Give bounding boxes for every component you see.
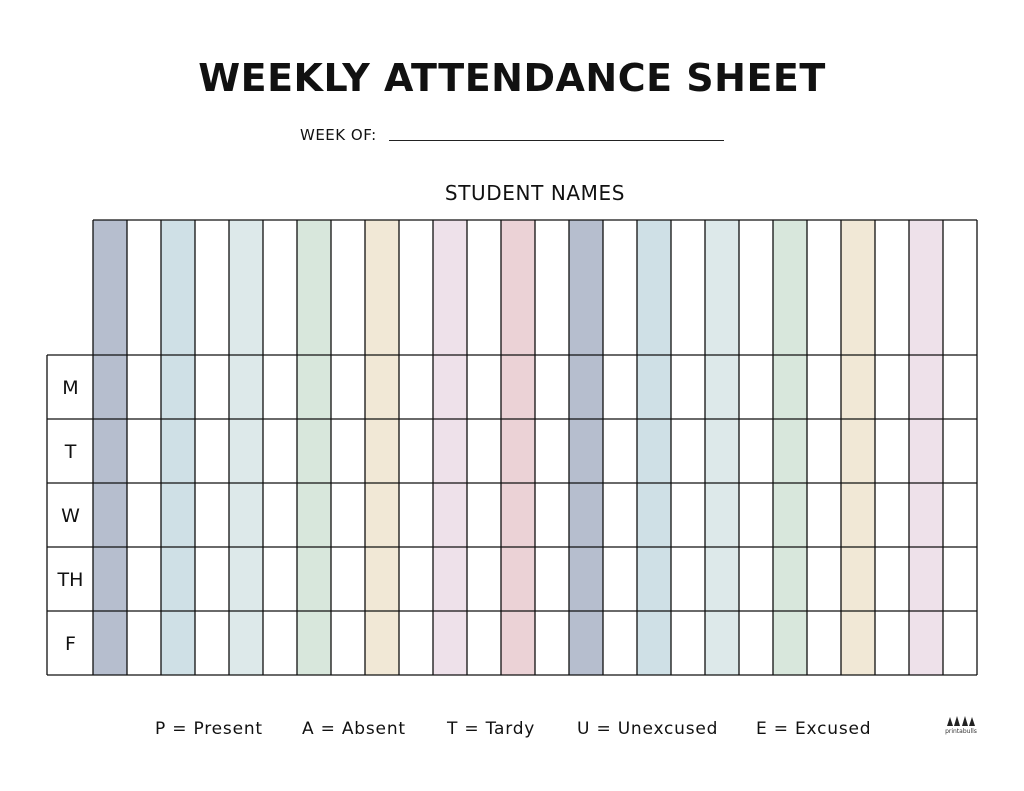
colored-column: [297, 220, 331, 675]
colored-column: [705, 220, 739, 675]
student-names-header: STUDENT NAMES: [444, 181, 626, 205]
colored-column: [841, 220, 875, 675]
day-label-f: F: [65, 633, 76, 655]
colored-column: [637, 220, 671, 675]
colored-column: [433, 220, 467, 675]
legend-tardy: T = Tardy: [447, 719, 536, 739]
colored-column: [365, 220, 399, 675]
colored-column: [501, 220, 535, 675]
legend-excused: E = Excused: [756, 719, 872, 739]
page-title: WEEKLY ATTENDANCE SHEET: [198, 56, 826, 100]
colored-column: [229, 220, 263, 675]
legend-present: P = Present: [155, 719, 263, 739]
logo-text: printabulls: [945, 728, 977, 735]
day-label-t: T: [64, 441, 77, 463]
legend-unexcused: U = Unexcused: [577, 719, 719, 739]
bull-icon: [945, 714, 977, 728]
colored-column: [569, 220, 603, 675]
week-of-label: WEEK OF:: [300, 126, 377, 144]
legend-absent: A = Absent: [302, 719, 406, 739]
day-label-m: M: [62, 377, 79, 399]
colored-column: [909, 220, 943, 675]
colored-column: [773, 220, 807, 675]
day-label-w: W: [61, 505, 80, 527]
colored-column: [161, 220, 195, 675]
printabulls-logo: [941, 714, 981, 738]
colored-column: [93, 220, 127, 675]
day-label-th: TH: [57, 569, 84, 591]
